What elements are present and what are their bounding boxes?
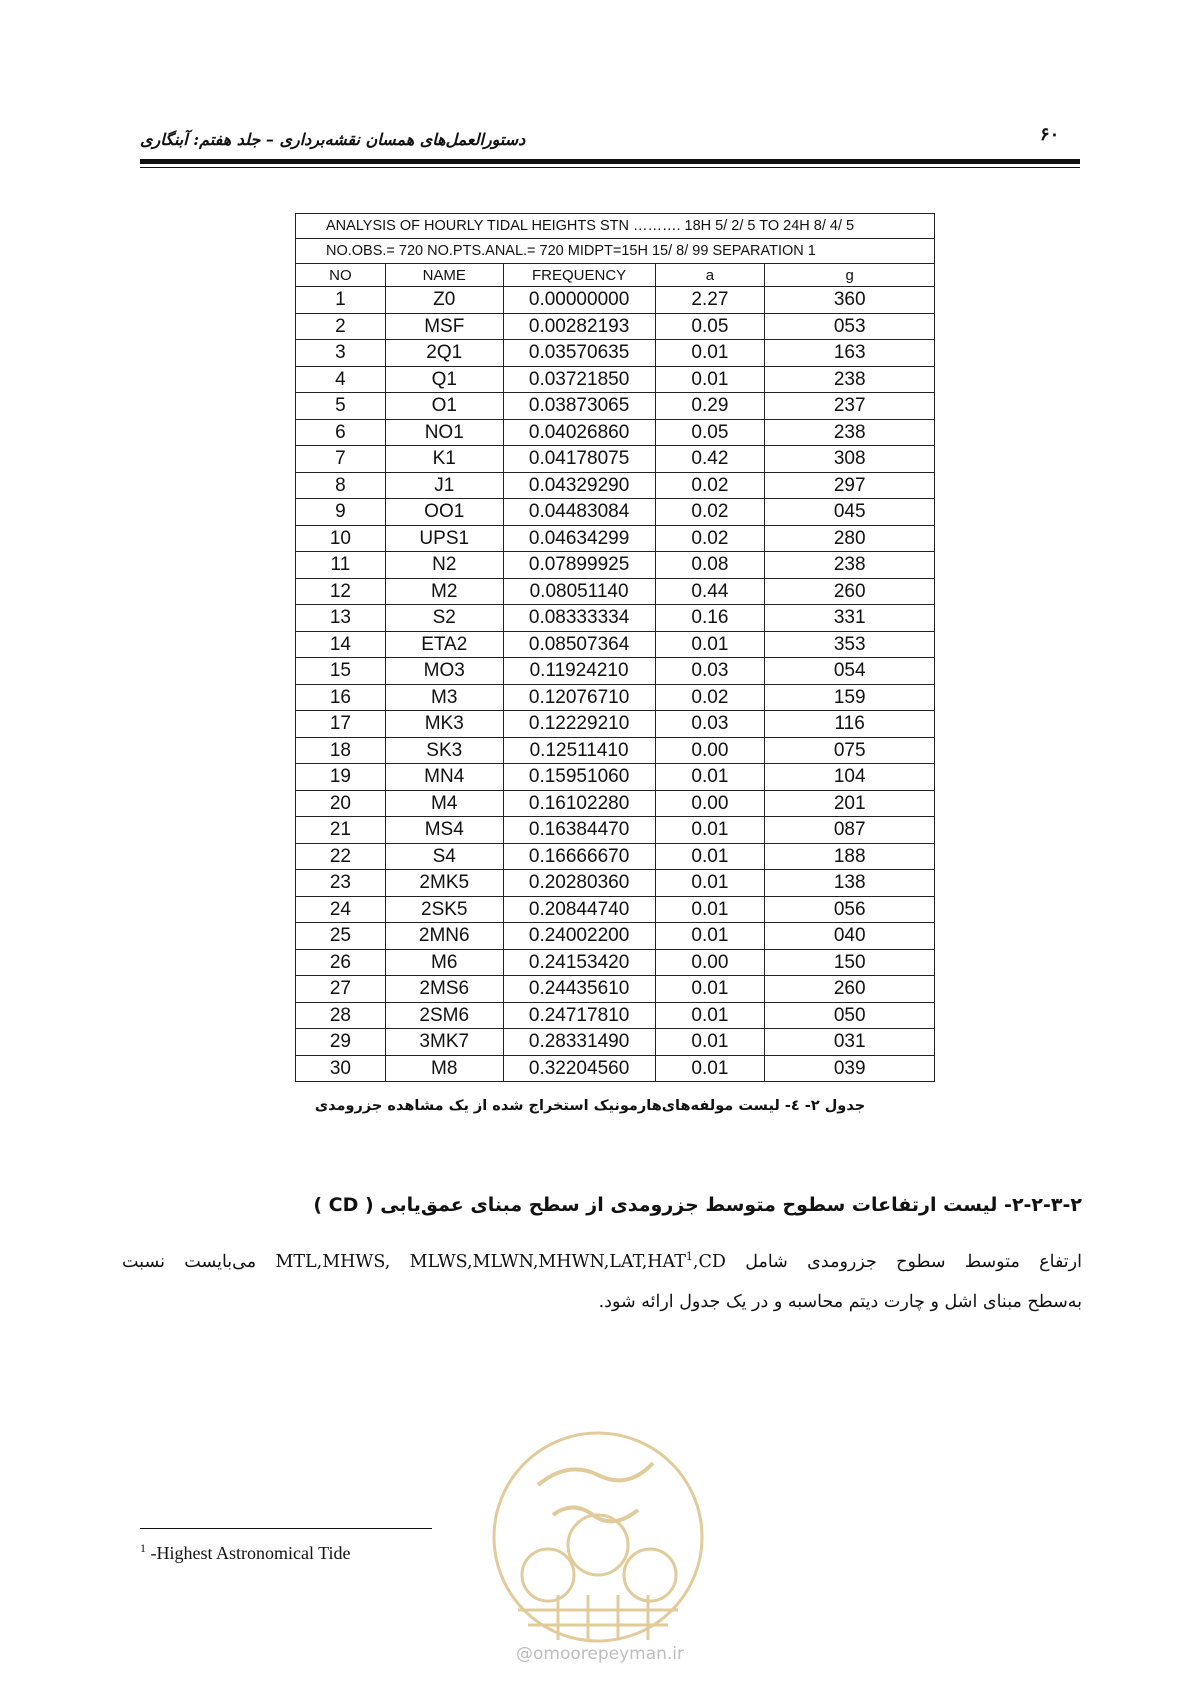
cell-frequency: 0.08507364 (503, 631, 655, 658)
table-row (296, 923, 935, 950)
cell-a: 0.00 (655, 949, 765, 976)
table-row (296, 393, 935, 420)
footnote-rule (140, 1528, 432, 1529)
table-row (296, 870, 935, 897)
cell-frequency: 0.03873065 (503, 393, 655, 420)
cell-a: 2.27 (655, 287, 765, 314)
cell-a: 0.01 (655, 366, 765, 393)
cell-g: 056 (765, 896, 935, 923)
cell-frequency: 0.12076710 (503, 684, 655, 711)
cell-name: O1 (385, 393, 503, 420)
cell-a: 0.29 (655, 393, 765, 420)
cell-no: 24 (296, 896, 386, 923)
cell-no: 19 (296, 764, 386, 791)
table-row (296, 631, 935, 658)
cell-a: 0.03 (655, 658, 765, 685)
cell-a: 0.00 (655, 790, 765, 817)
table-row (296, 684, 935, 711)
table-row (296, 817, 935, 844)
cell-no: 6 (296, 419, 386, 446)
cell-a: 0.02 (655, 499, 765, 526)
cell-no: 15 (296, 658, 386, 685)
cell-g: 280 (765, 525, 935, 552)
cell-no: 29 (296, 1029, 386, 1056)
cell-name: S4 (385, 843, 503, 870)
cell-g: 331 (765, 605, 935, 632)
cell-frequency: 0.04483084 (503, 499, 655, 526)
cell-g: 150 (765, 949, 935, 976)
cell-g: 075 (765, 737, 935, 764)
table-caption: جدول ۲- ٤- لیست مولفه‌های‌هارمونیک استخراج شده از یک مشاهده جزرومدی (314, 1098, 866, 1114)
cell-name: 2SK5 (385, 896, 503, 923)
cell-frequency: 0.24435610 (503, 976, 655, 1003)
watermark-url: @omoorepeyman.ir (515, 1644, 685, 1664)
cell-frequency: 0.00000000 (503, 287, 655, 314)
cell-no: 3 (296, 340, 386, 367)
cell-name: Z0 (385, 287, 503, 314)
cell-name: 2MK5 (385, 870, 503, 897)
cell-g: 260 (765, 578, 935, 605)
cell-frequency: 0.24153420 (503, 949, 655, 976)
cell-name: M4 (385, 790, 503, 817)
cell-frequency: 0.16666670 (503, 843, 655, 870)
cell-no: 8 (296, 472, 386, 499)
cell-a: 0.42 (655, 446, 765, 473)
cell-a: 0.08 (655, 552, 765, 579)
cell-name: ETA2 (385, 631, 503, 658)
table-row (296, 578, 935, 605)
cell-frequency: 0.12511410 (503, 737, 655, 764)
cell-g: 054 (765, 658, 935, 685)
cell-no: 16 (296, 684, 386, 711)
table-row (296, 605, 935, 632)
cell-name: SK3 (385, 737, 503, 764)
cell-no: 4 (296, 366, 386, 393)
header-rule-thin (140, 167, 1080, 168)
cell-g: 260 (765, 976, 935, 1003)
cell-no: 25 (296, 923, 386, 950)
column-header-a: a (655, 264, 765, 287)
header-title: دستورالعمل‌های همسان نقشه‌برداری – جلد هفتم: آبنگاری (140, 130, 526, 149)
cell-g: 116 (765, 711, 935, 738)
cell-name: NO1 (385, 419, 503, 446)
cell-no: 18 (296, 737, 386, 764)
cell-frequency: 0.12229210 (503, 711, 655, 738)
cell-name: 2Q1 (385, 340, 503, 367)
table-row (296, 313, 935, 340)
cell-no: 12 (296, 578, 386, 605)
cell-g: 104 (765, 764, 935, 791)
cell-a: 0.00 (655, 737, 765, 764)
cell-no: 17 (296, 711, 386, 738)
cell-a: 0.01 (655, 976, 765, 1003)
cell-g: 201 (765, 790, 935, 817)
table-row (296, 499, 935, 526)
cell-a: 0.01 (655, 631, 765, 658)
harmonic-constituents-table (295, 213, 935, 1082)
cell-g: 031 (765, 1029, 935, 1056)
table-row (296, 976, 935, 1003)
cell-name: K1 (385, 446, 503, 473)
cell-frequency: 0.08051140 (503, 578, 655, 605)
cell-no: 28 (296, 1002, 386, 1029)
paragraph-line-1 (122, 1250, 1082, 1272)
table-header-row (296, 264, 935, 287)
cell-frequency: 0.24002200 (503, 923, 655, 950)
cell-no: 22 (296, 843, 386, 870)
cell-frequency: 0.16102280 (503, 790, 655, 817)
table-row (296, 287, 935, 314)
cell-name: UPS1 (385, 525, 503, 552)
cell-name: 3MK7 (385, 1029, 503, 1056)
cell-a: 0.01 (655, 817, 765, 844)
cell-frequency: 0.04329290 (503, 472, 655, 499)
cell-no: 2 (296, 313, 386, 340)
table-row (296, 1002, 935, 1029)
cell-no: 13 (296, 605, 386, 632)
cell-a: 0.01 (655, 340, 765, 367)
tidal-levels-cd: ,CD (692, 1251, 726, 1272)
cell-a: 0.02 (655, 525, 765, 552)
cell-frequency: 0.03570635 (503, 340, 655, 367)
cell-name: MK3 (385, 711, 503, 738)
cell-g: 297 (765, 472, 935, 499)
cell-g: 138 (765, 870, 935, 897)
cell-frequency: 0.24717810 (503, 1002, 655, 1029)
cell-name: S2 (385, 605, 503, 632)
table-row (296, 366, 935, 393)
section-heading: ۲-۲-۳-۲- لیست ارتفاعات سطوح متوسط جزرومدی از سطح مبنای عمق‌یابی ( CD ) (313, 1194, 1082, 1216)
cell-frequency: 0.32204560 (503, 1055, 655, 1082)
cell-g: 360 (765, 287, 935, 314)
cell-name: N2 (385, 552, 503, 579)
cell-no: 27 (296, 976, 386, 1003)
cell-name: M2 (385, 578, 503, 605)
cell-a: 0.01 (655, 870, 765, 897)
cell-g: 238 (765, 419, 935, 446)
cell-name: MO3 (385, 658, 503, 685)
cell-name: 2SM6 (385, 1002, 503, 1029)
cell-frequency: 0.20844740 (503, 896, 655, 923)
cell-no: 21 (296, 817, 386, 844)
cell-name: 2MS6 (385, 976, 503, 1003)
cell-g: 087 (765, 817, 935, 844)
cell-g: 053 (765, 313, 935, 340)
cell-frequency: 0.00282193 (503, 313, 655, 340)
table-row (296, 1055, 935, 1082)
table-row (296, 737, 935, 764)
column-header-frequency: FREQUENCY (503, 264, 655, 287)
cell-a: 0.01 (655, 1055, 765, 1082)
cell-no: 11 (296, 552, 386, 579)
cell-a: 0.44 (655, 578, 765, 605)
cell-frequency: 0.15951060 (503, 764, 655, 791)
table-row (296, 764, 935, 791)
footnote-text: -Highest Astronomical Tide (146, 1543, 351, 1563)
table-info-line-1: ANALYSIS OF HOURLY TIDAL HEIGHTS STN ………. 18H 5/ 2/ 5 TO 24H 8/ 4/ 5 (296, 214, 935, 239)
cell-g: 163 (765, 340, 935, 367)
paragraph-line-2: به‌سطح مبنای اشل و چارت دیتم محاسبه و در یک جدول ارائه شود. (598, 1292, 1082, 1312)
tidal-levels-terms: MTL,MHWS, MLWS,MLWN,MHWN,LAT,HAT (275, 1251, 686, 1272)
cell-g: 308 (765, 446, 935, 473)
cell-frequency: 0.08333334 (503, 605, 655, 632)
table-row (296, 896, 935, 923)
table-info-line-2: NO.OBS.= 720 NO.PTS.ANAL.= 720 MIDPT=15H 15/ 8/ 99 SEPARATION 1 (296, 239, 935, 264)
table-row (296, 472, 935, 499)
cell-frequency: 0.03721850 (503, 366, 655, 393)
cell-name: OO1 (385, 499, 503, 526)
cell-no: 1 (296, 287, 386, 314)
cell-frequency: 0.04634299 (503, 525, 655, 552)
table-row (296, 711, 935, 738)
cell-a: 0.16 (655, 605, 765, 632)
cell-g: 188 (765, 843, 935, 870)
table-row (296, 419, 935, 446)
cell-name: M6 (385, 949, 503, 976)
cell-no: 5 (296, 393, 386, 420)
cell-a: 0.01 (655, 843, 765, 870)
cell-a: 0.01 (655, 896, 765, 923)
cell-g: 353 (765, 631, 935, 658)
column-header-name: NAME (385, 264, 503, 287)
cell-no: 10 (296, 525, 386, 552)
cell-name: M8 (385, 1055, 503, 1082)
cell-a: 0.01 (655, 1029, 765, 1056)
cell-g: 039 (765, 1055, 935, 1082)
cell-a: 0.05 (655, 419, 765, 446)
column-header-g: g (765, 264, 935, 287)
table-row (296, 525, 935, 552)
cell-a: 0.02 (655, 684, 765, 711)
cell-frequency: 0.11924210 (503, 658, 655, 685)
cell-a: 0.02 (655, 472, 765, 499)
table-row (296, 658, 935, 685)
cell-g: 045 (765, 499, 935, 526)
cell-g: 238 (765, 552, 935, 579)
cell-a: 0.01 (655, 764, 765, 791)
cell-a: 0.01 (655, 923, 765, 950)
table-row (296, 949, 935, 976)
table-row (296, 790, 935, 817)
paragraph-end: می‌بایست نسبت (122, 1251, 257, 1272)
table-row (296, 1029, 935, 1056)
cell-g: 040 (765, 923, 935, 950)
watermark-logo (478, 1425, 718, 1655)
cell-frequency: 0.16384470 (503, 817, 655, 844)
cell-g: 237 (765, 393, 935, 420)
cell-no: 14 (296, 631, 386, 658)
cell-a: 0.01 (655, 1002, 765, 1029)
cell-g: 159 (765, 684, 935, 711)
cell-no: 26 (296, 949, 386, 976)
table-row (296, 446, 935, 473)
cell-name: 2MN6 (385, 923, 503, 950)
cell-no: 23 (296, 870, 386, 897)
cell-name: Q1 (385, 366, 503, 393)
cell-no: 7 (296, 446, 386, 473)
cell-g: 238 (765, 366, 935, 393)
footnote-mark: 1 (140, 1541, 146, 1555)
cell-frequency: 0.28331490 (503, 1029, 655, 1056)
table-row (296, 843, 935, 870)
table-row (296, 552, 935, 579)
cell-name: MN4 (385, 764, 503, 791)
cell-a: 0.03 (655, 711, 765, 738)
cell-no: 9 (296, 499, 386, 526)
header-rule-thick (140, 159, 1080, 164)
cell-name: MSF (385, 313, 503, 340)
paragraph-start: ارتفاع متوسط سطوح جزرومدی شامل (745, 1251, 1082, 1272)
cell-g: 050 (765, 1002, 935, 1029)
cell-frequency: 0.04178075 (503, 446, 655, 473)
cell-name: MS4 (385, 817, 503, 844)
table-row (296, 340, 935, 367)
column-header-no: NO (296, 264, 386, 287)
cell-frequency: 0.04026860 (503, 419, 655, 446)
cell-frequency: 0.20280360 (503, 870, 655, 897)
footnote (140, 1541, 351, 1564)
cell-no: 30 (296, 1055, 386, 1082)
cell-name: J1 (385, 472, 503, 499)
cell-no: 20 (296, 790, 386, 817)
cell-name: M3 (385, 684, 503, 711)
tidal-levels-list (275, 1252, 725, 1272)
page-number: ۶۰ (1040, 124, 1060, 145)
footnote-reference: 1 (685, 1250, 693, 1263)
cell-a: 0.05 (655, 313, 765, 340)
cell-frequency: 0.07899925 (503, 552, 655, 579)
